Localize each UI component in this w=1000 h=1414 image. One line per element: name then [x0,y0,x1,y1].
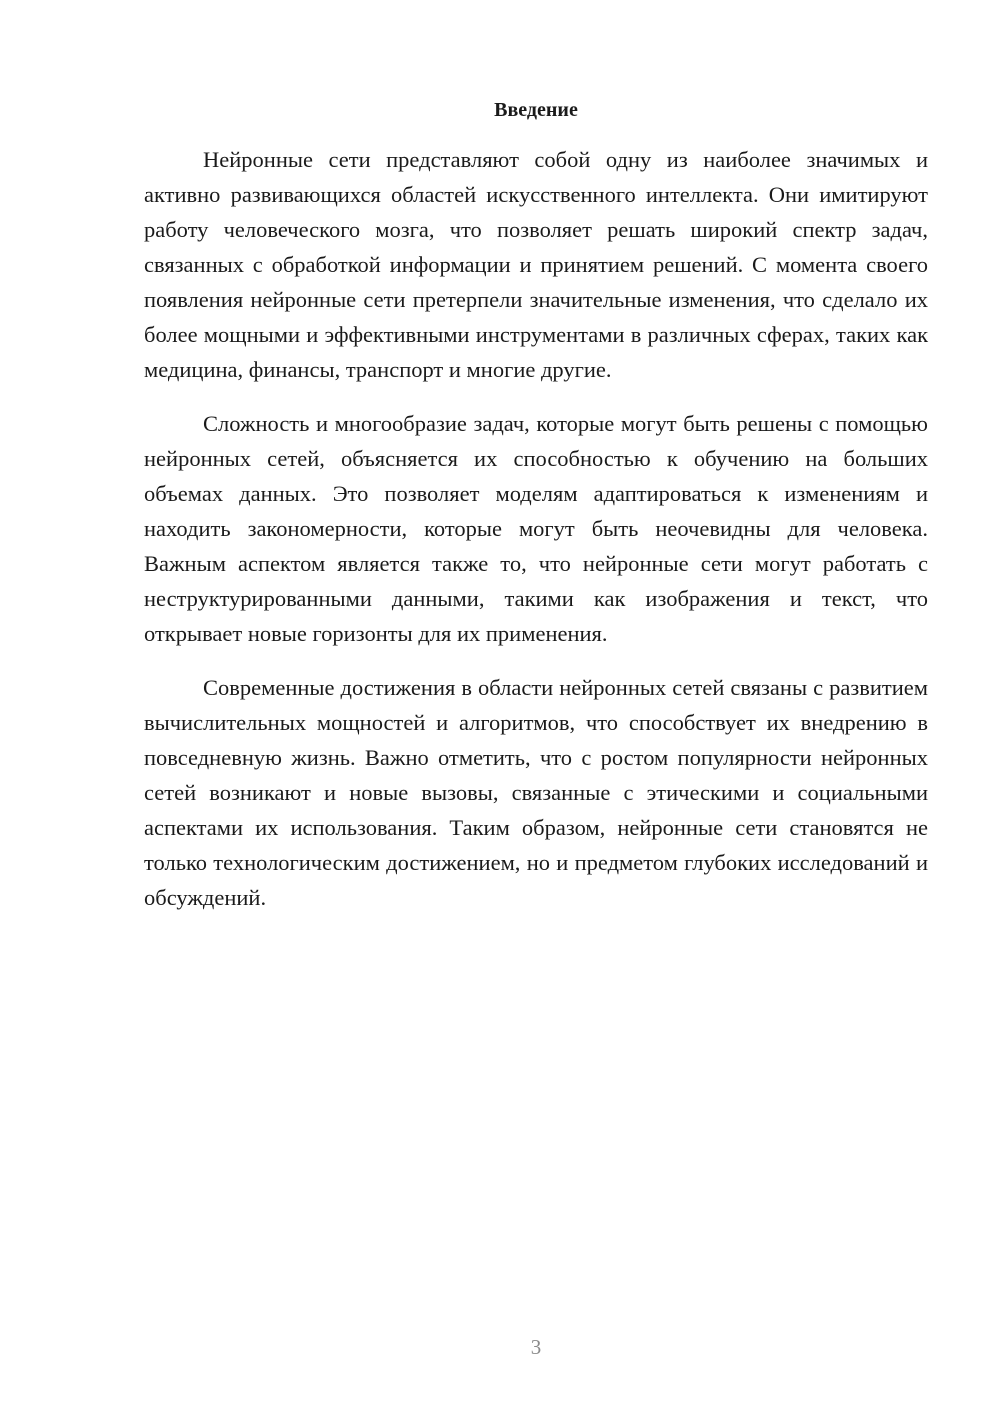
body-text [144,142,928,934]
section-title: Введение [494,99,578,121]
paragraph-3: Современные достижения в области нейронных сетей связаны с развитием вычислительных мощностей и алгоритмов, что способствует их внедрению в повседневную жизнь. Важно отметить, что с ростом популярности нейронных сетей возникают и новые вызовы, связанные с этическими и социальными аспектами их использования. Таким образом, нейронные сети становятся не только технологическим достижением, но и предметом глубоких исследований и обсуждений. [144,675,928,910]
page-number: 3 [530,1335,542,1359]
paragraph-2: Сложность и многообразие задач, которые могут быть решены с помощью нейронных сетей, объясняется их способностью к обучению на больших объемах данных. Это позволяет моделям адаптироваться к изменениям и находить закономерности, которые могут быть неочевидны для человека. Важным аспектом является также то, что нейронные сети могут работать с неструктурированными данными, такими как изображения и текст, что открывает новые горизонты для их применения. [144,411,928,646]
paragraph-1: Нейронные сети представляют собой одну из наиболее значимых и активно развивающихся областей искусственного интеллекта. Они имитируют работу человеческого мозга, что позволяет решать широкий спектр задач, связанных с обработкой информации и принятием решений. С момента своего появления нейронные сети претерпели значительные изменения, что сделало их более мощными и эффективными инструментами в различных сферах, таких как медицина, финансы, транспорт и многие другие. [144,147,928,382]
